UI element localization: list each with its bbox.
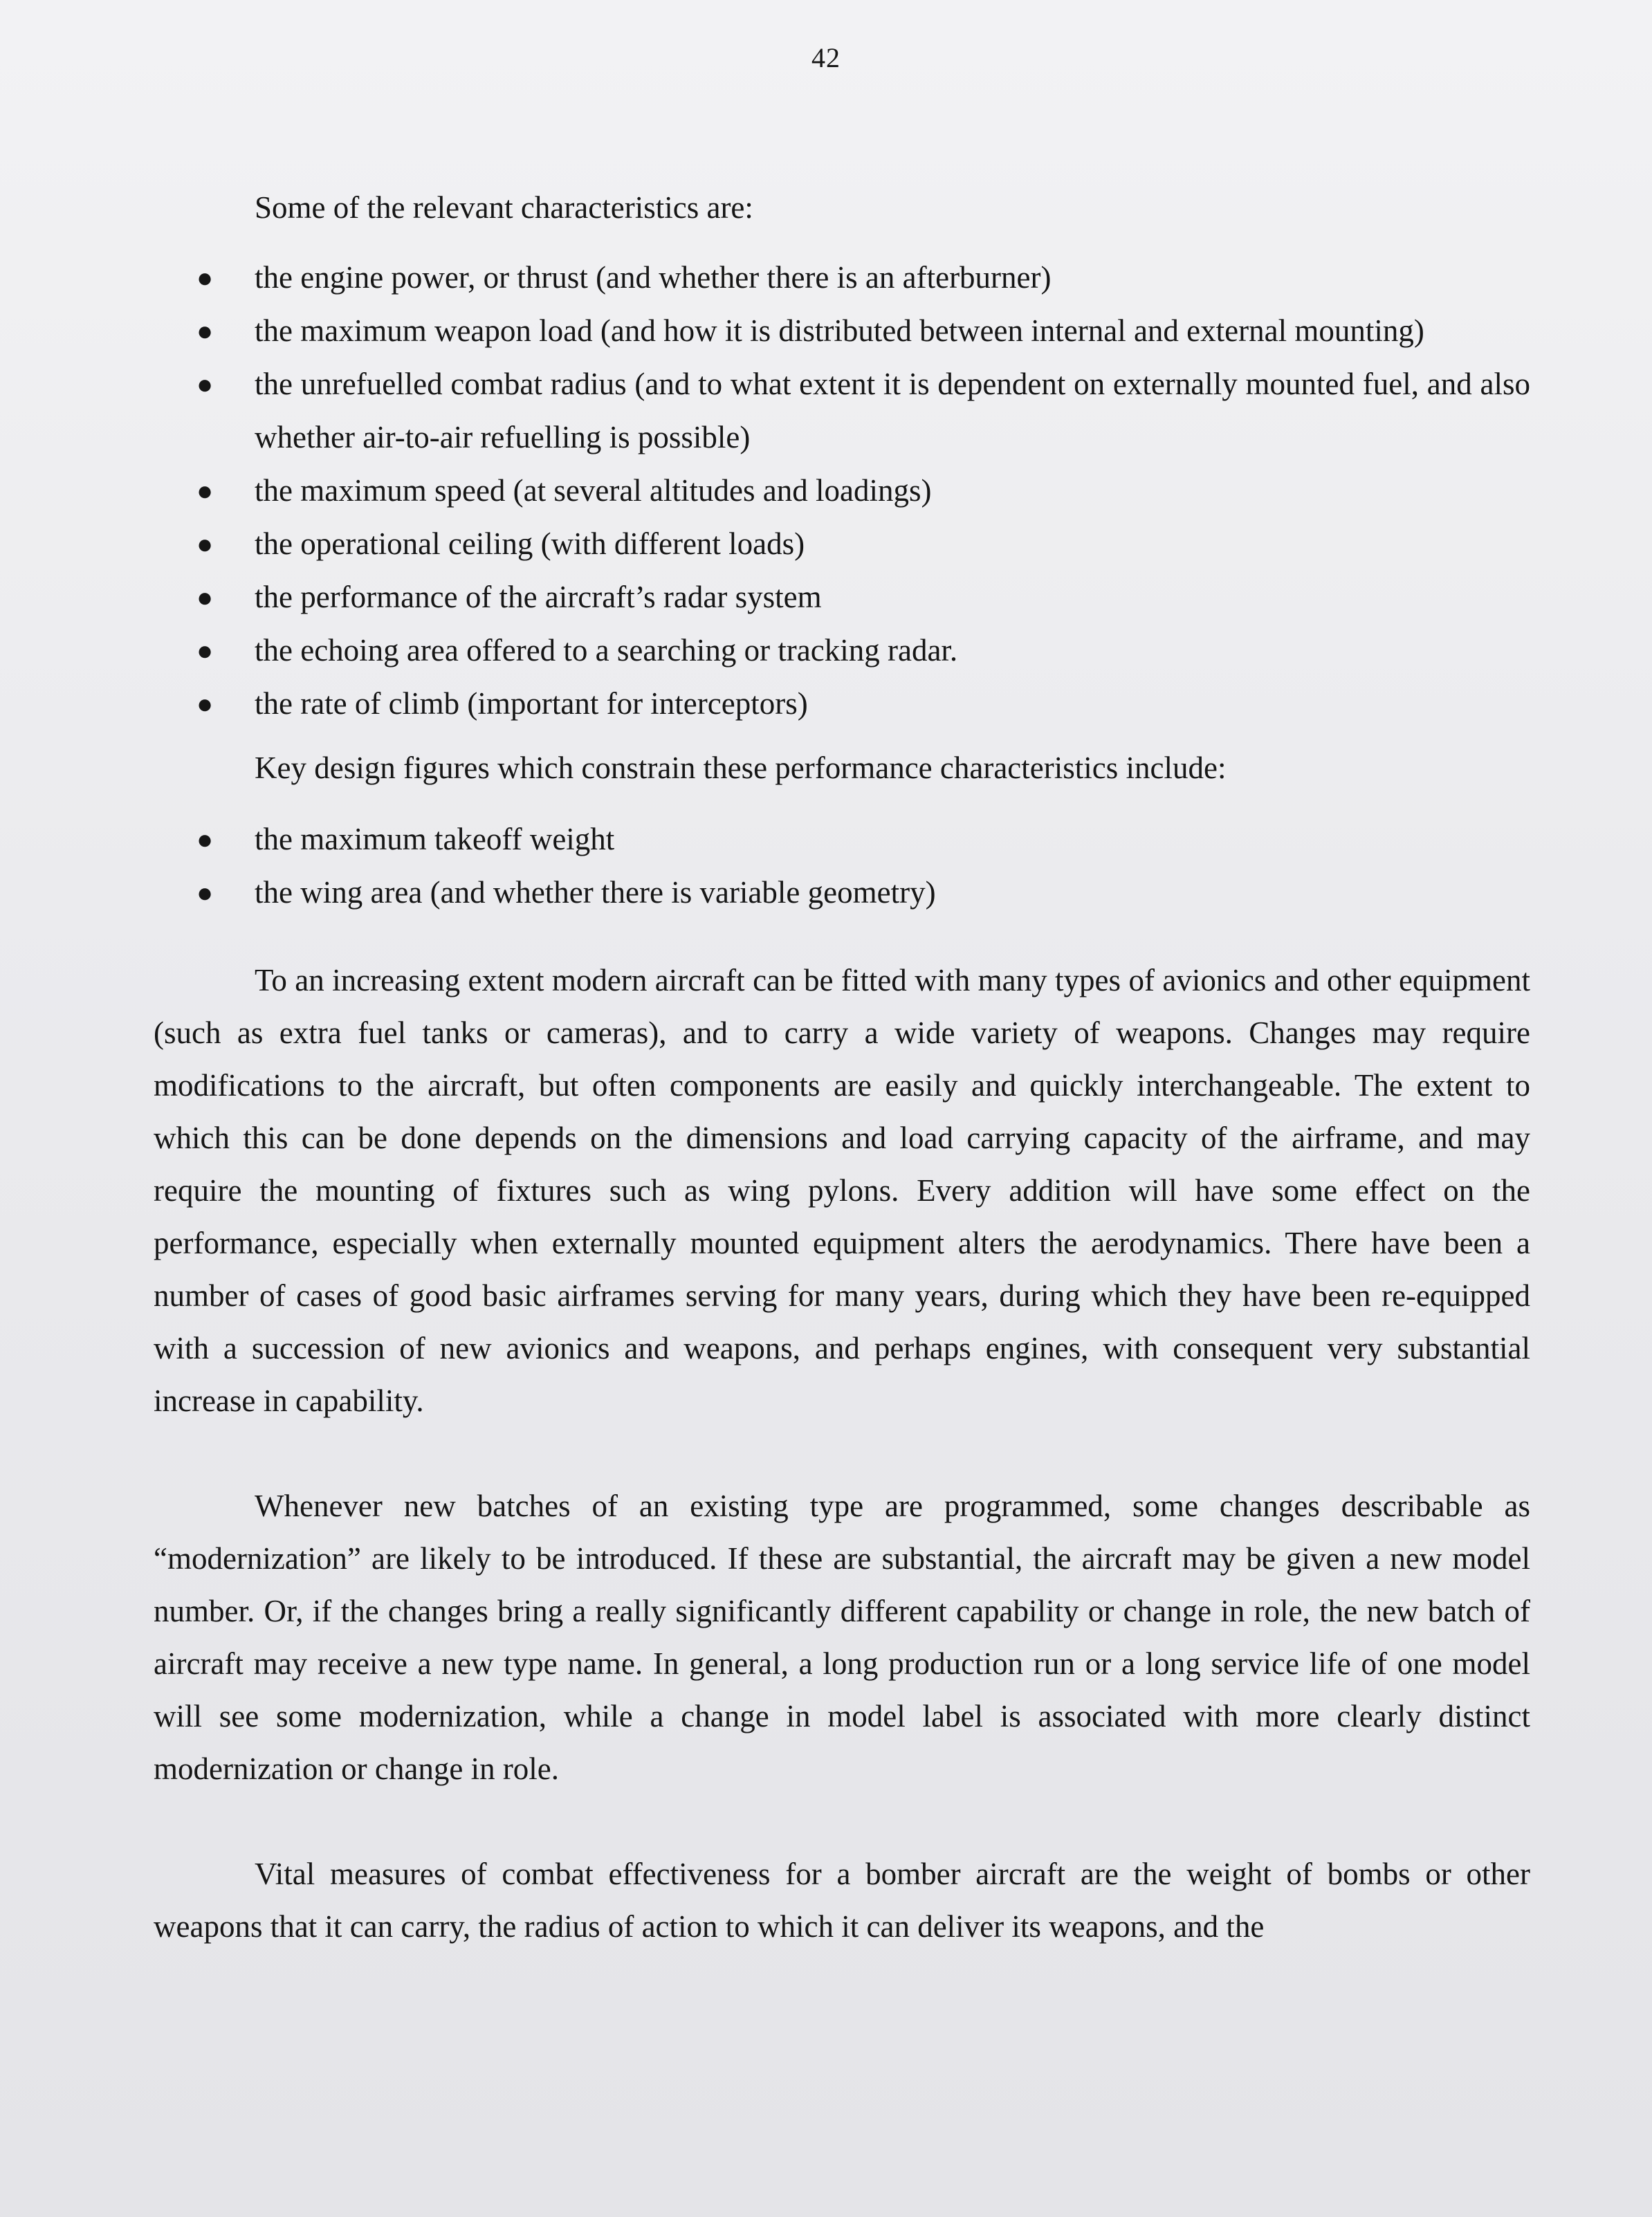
- bullet-icon: ●: [196, 369, 214, 400]
- characteristics-intro: Some of the relevant characteristics are:: [255, 190, 753, 225]
- bullet-icon: ●: [196, 688, 214, 719]
- list-item: ● the operational ceiling (with different loads): [154, 517, 1530, 571]
- list-item: ● the maximum takeoff weight: [154, 813, 1530, 866]
- page-number: 42: [811, 42, 841, 73]
- bullet-icon: ●: [196, 877, 214, 908]
- list-item: ● the maximum weapon load (and how it is distributed between internal and external mounting): [154, 304, 1530, 358]
- bullet-icon: ●: [196, 824, 214, 855]
- list-item: ● the unrefuelled combat radius (and to what extent it is dependent on externally mounted fuel, and also whether air-to-air refuelling is possible): [154, 358, 1530, 464]
- bullet-icon: ●: [196, 528, 214, 560]
- bullet-icon: ●: [196, 582, 214, 613]
- design-figures-intro: Key design figures which constrain these performance characteristics include:: [255, 751, 1227, 785]
- characteristics-list: [154, 251, 1530, 730]
- paragraph-modernization: Whenever new batches of an existing type are programmed, some changes describable as “modernization” are likely to be introduced. If these are substantial, the aircraft may be given a new model number. Or, if the changes bring a really significantly different capability or change in role, the new batch of aircraft may receive a new type name. In general, a long production run or a long service life of one model will see some modernization, while a change in model label is associated with more clearly distinct modernization or change in role.: [154, 1489, 1530, 1786]
- bullet-icon: ●: [196, 475, 214, 506]
- list-item: ● the engine power, or thrust (and whether there is an afterburner): [154, 251, 1530, 304]
- bullet-icon: ●: [196, 262, 214, 293]
- list-item: ● the rate of climb (important for interceptors): [154, 677, 1530, 730]
- design-figures-list: [154, 813, 1530, 919]
- paragraph-avionics: To an increasing extent modern aircraft can be fitted with many types of avionics and other equipment (such as extra fuel tanks or cameras), and to carry a wide variety of weapons. Changes may require modifications to the aircraft, but often components are easily and quickly interchangeable. The extent to which this can be done depends on the dimensions and load carrying capacity of the airframe, and may require the mounting of fixtures such as wing pylons. Every addition will have some effect on the performance, especially when externally mounted equipment alters the aerodynamics. There have been a number of cases of good basic airframes serving for many years, during which they have been re-equipped with a succession of new avionics and weapons, and perhaps engines, with consequent very substantial increase in capability.: [154, 963, 1530, 1418]
- list-item: ● the performance of the aircraft’s radar system: [154, 571, 1530, 624]
- list-item: ● the wing area (and whether there is variable geometry): [154, 866, 1530, 919]
- paragraph-combat-effectiveness: Vital measures of combat effectiveness for a bomber aircraft are the weight of bombs or other weapons that it can carry, the radius of action to which it can deliver its weapons, and the: [154, 1857, 1530, 1944]
- list-item: ● the echoing area offered to a searching or tracking radar.: [154, 624, 1530, 677]
- page-body: [154, 181, 1530, 2005]
- list-item: ● the maximum speed (at several altitudes and loadings): [154, 464, 1530, 517]
- bullet-icon: ●: [196, 315, 214, 347]
- bullet-icon: ●: [196, 635, 214, 666]
